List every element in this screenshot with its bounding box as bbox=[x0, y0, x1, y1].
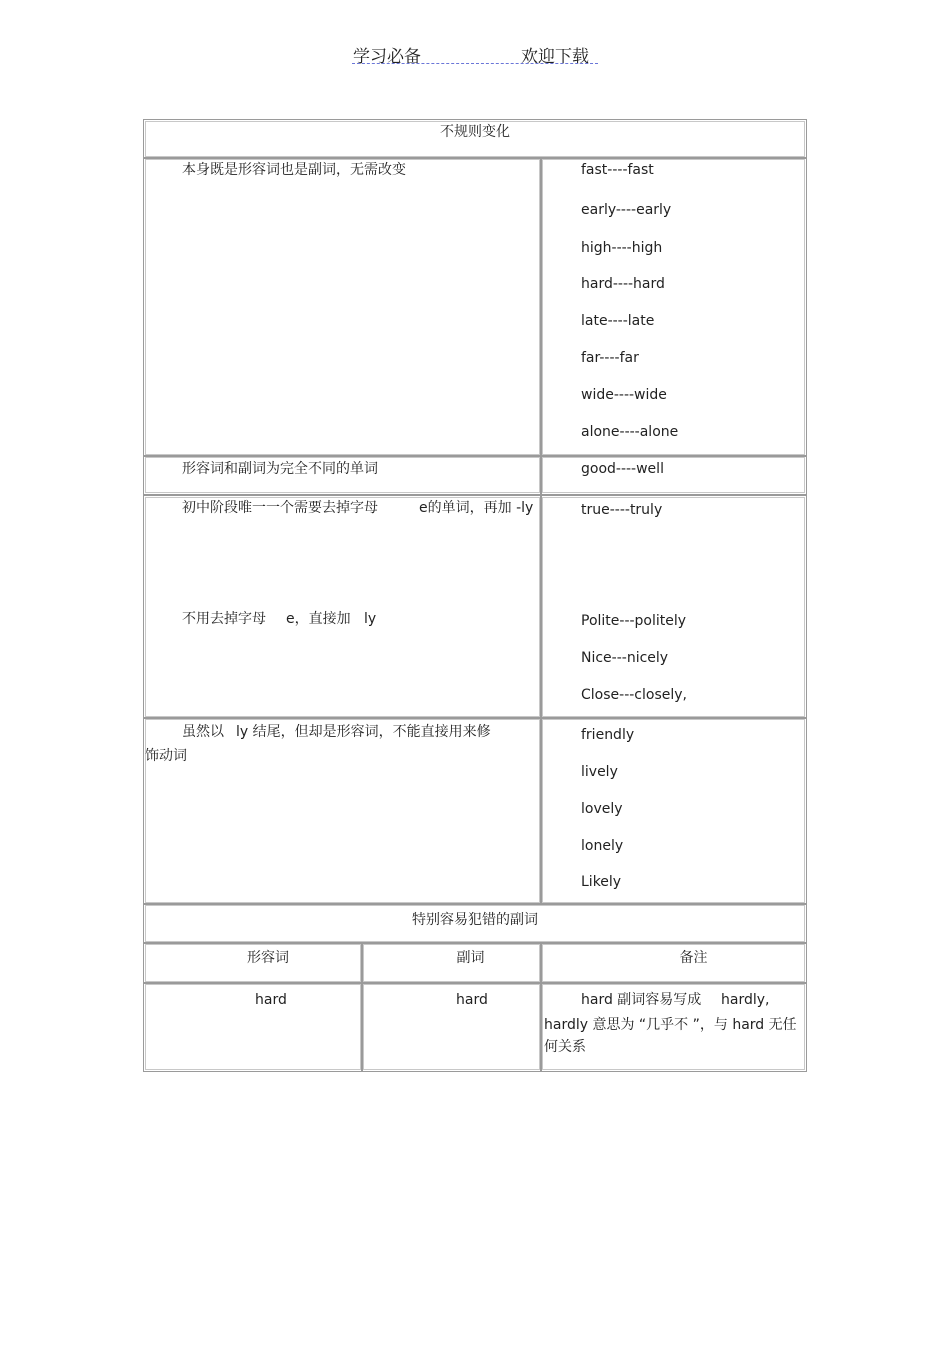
column-header-adverb: 副词 bbox=[456, 950, 485, 966]
row-note-line1b: hardly, bbox=[721, 992, 770, 1008]
section3-description-1a: 初中阶段唯一一个需要去掉字母 bbox=[182, 500, 378, 516]
section4-description-2: 饰动词 bbox=[145, 748, 187, 764]
header-right-text: 欢迎下载 bbox=[521, 47, 589, 67]
example-item: lovely bbox=[581, 801, 623, 817]
section3-description-2b: e，直接加 bbox=[286, 611, 351, 627]
example-item: alone----alone bbox=[581, 424, 679, 440]
example-item: Polite---politely bbox=[581, 613, 687, 629]
row-adverb: hard bbox=[456, 992, 488, 1008]
section1-desc-cell bbox=[143, 157, 542, 457]
section1-description: 本身既是形容词也是副词，无需改变 bbox=[182, 162, 406, 178]
example-item: true----truly bbox=[581, 502, 663, 518]
example-item: Close---closely, bbox=[581, 687, 687, 703]
section3-description-1b: e的单词，再加 -ly bbox=[419, 500, 534, 516]
example-item: fast----fast bbox=[581, 162, 654, 178]
table-subtitle: 特别容易犯错的副词 bbox=[412, 912, 538, 928]
row-note-line2: hardly 意思为 “几乎不 ”，与 hard 无任 bbox=[544, 1017, 797, 1033]
section3-examples-cell bbox=[540, 495, 807, 719]
section3-desc-cell bbox=[143, 495, 542, 719]
section4-desc-cell bbox=[143, 717, 542, 905]
example-item: Nice---nicely bbox=[581, 650, 669, 666]
example-item: late----late bbox=[581, 313, 655, 329]
column-header-note: 备注 bbox=[679, 950, 708, 966]
example-item: good----well bbox=[581, 461, 664, 477]
row-adjective: hard bbox=[255, 992, 287, 1008]
section4-description-1a: 虽然以 bbox=[182, 724, 224, 740]
example-item: lively bbox=[581, 764, 618, 780]
section2-description: 形容词和副词为完全不同的单词 bbox=[182, 461, 378, 477]
section3-description-2a: 不用去掉字母 bbox=[182, 611, 266, 627]
example-item: wide----wide bbox=[581, 387, 667, 403]
header-dashed-underline bbox=[352, 63, 598, 64]
section3-description-2c: ly bbox=[364, 611, 377, 627]
data-cell-adjective bbox=[143, 982, 363, 1072]
column-header-adjective: 形容词 bbox=[247, 950, 289, 966]
example-item: friendly bbox=[581, 727, 635, 743]
section4-description-1b: ly 结尾，但却是形容词，不能直接用来修 bbox=[236, 724, 491, 740]
table-title: 不规则变化 bbox=[440, 124, 510, 140]
header-left-text: 学习必备 bbox=[353, 47, 421, 67]
example-item: far----far bbox=[581, 350, 639, 366]
row-note-line3: 何关系 bbox=[544, 1039, 586, 1055]
example-item: hard----hard bbox=[581, 276, 665, 292]
example-item: Likely bbox=[581, 874, 622, 890]
example-item: lonely bbox=[581, 838, 624, 854]
example-item: early----early bbox=[581, 202, 672, 218]
row-note-line1a: hard 副词容易写成 bbox=[581, 992, 702, 1008]
data-cell-adverb bbox=[361, 982, 542, 1072]
example-item: high----high bbox=[581, 240, 663, 256]
